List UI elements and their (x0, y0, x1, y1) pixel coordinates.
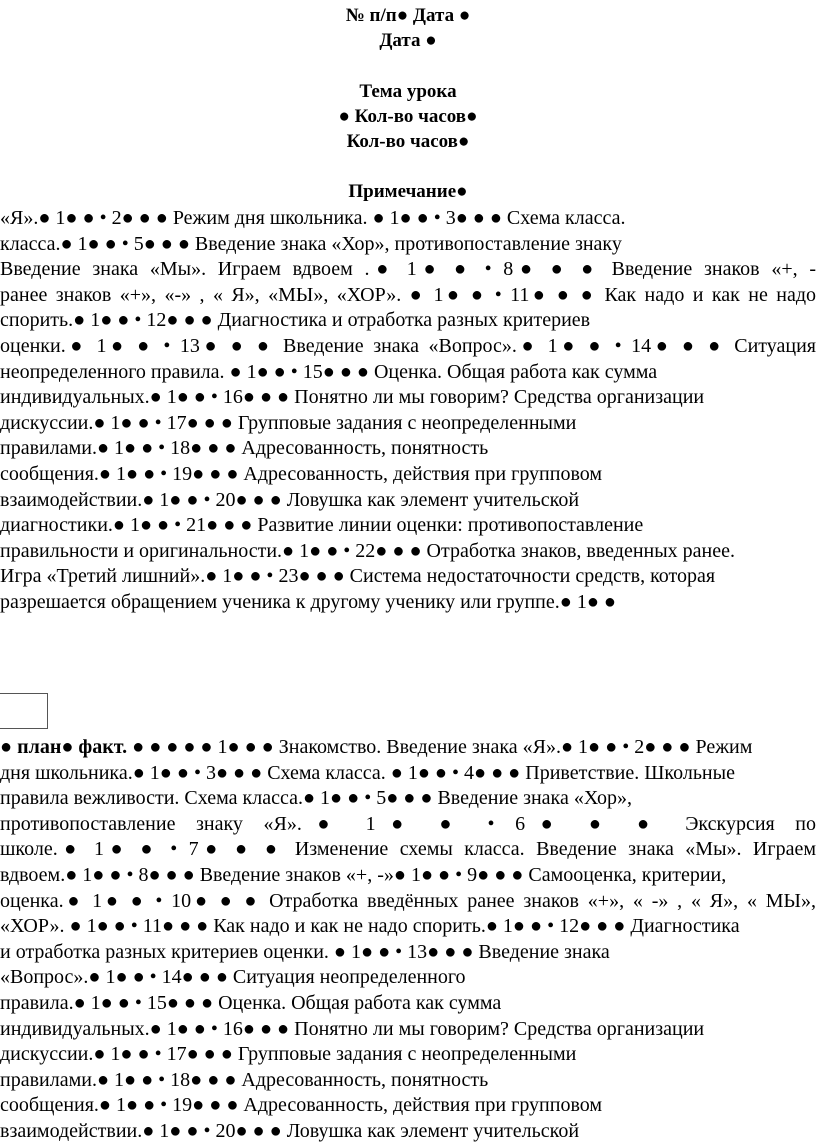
header-date: Дата ● (379, 30, 437, 51)
text-line: ранее знаков «+», «-» , « Я», «МЫ», «ХОР». ● 1● ● • 11● ● ● Как надо и как не надо (0, 283, 816, 306)
text-line: оценки.● 1● ● • 13● ● ● Введение знака «Вопрос».● 1● ● • 14● ● ● Ситуация (0, 334, 816, 357)
header-hours-count-2: Кол-во часов● (346, 131, 470, 152)
lesson-list-section-2 (0, 735, 816, 1145)
text-line: сообщения.● 1● ● • 19● ● ● Адресованность, действия при групповом (0, 462, 603, 485)
lesson-list-section-1 (0, 206, 816, 616)
text-line: сообщения.● 1● ● • 19● ● ● Адресованность, действия при групповом (0, 1094, 603, 1117)
empty-table-cell (0, 693, 48, 729)
text-line: правилами.● 1● ● • 18● ● ● Адресованность, понятность (0, 437, 489, 460)
text-line-first (0, 735, 816, 761)
text-line: правильности и оригинальности.● 1● ● • 22● ● ● Отработка знаков, введенных ранее. (0, 539, 736, 562)
text-line: оценка.● 1● ● • 10● ● ● Отработка введённых ранее знаков «+», « -» , « Я», « МЫ», (0, 889, 816, 912)
header-lesson-topic: Тема урока (359, 81, 457, 102)
text-line: «Вопрос».● 1● ● • 14● ● ● Ситуация неопределенного (0, 966, 466, 989)
text-line: правила.● 1● ● • 15● ● ● Оценка. Общая работа как сумма (0, 991, 502, 1014)
text-line: дня школьника.● 1● ● • 3● ● ● Схема класса. ● 1● ● • 4● ● ● Приветствие. Школьные (0, 761, 735, 784)
text-line: правилами.● 1● ● • 18● ● ● Адресованность, понятность (0, 1068, 489, 1091)
text-line: класса.● 1● ● • 5● ● ● Введение знака «Хор», противопоставление знаку (0, 232, 622, 255)
text-line: взаимодействии.● 1● ● • 20● ● ● Ловушка как элемент учительской (0, 1119, 580, 1142)
text-line-rest: ● ● ● ● ● 1● ● ● Знакомство. Введение знака «Я».● 1● ● • 2● ● ● Режим (132, 736, 753, 758)
text-line: дискуссии.● 1● ● • 17● ● ● Групповые задания с неопределенными (0, 1043, 577, 1066)
text-line: «Я».● 1● ● • 2● ● ● Режим дня школьника. ● 1● ● • 3● ● ● Схема класса. (0, 207, 626, 229)
text-line: школе.● 1● ● • 7● ● ● Изменение схемы класса. Введение знака «Мы». Играем (0, 838, 816, 861)
text-line: вдвоем.● 1● ● • 8● ● ● Введение знаков «+, -»● 1● ● • 9● ● ● Самооценка, критерии, (0, 863, 727, 886)
text-line: Введение знака «Мы». Играем вдвоем .● 1● ● • 8● ● ● Введение знаков «+, - (0, 258, 816, 281)
text-line: индивидуальных.● 1● ● • 16● ● ● Понятно ли мы говорим? Средства организации (0, 1017, 705, 1040)
text-line: «ХОР». ● 1● ● • 11● ● ● Как надо и как не надо спорить.● 1● ● • 12● ● ● Диагностика (0, 915, 740, 938)
text-line: диагностики.● 1● ● • 21● ● ● Развитие линии оценки: противопоставление (0, 514, 644, 537)
text-line: взаимодействии.● 1● ● • 20● ● ● Ловушка как элемент учительской (0, 488, 580, 511)
text-line: спорить.● 1● ● • 12● ● ● Диагностика и отработка разных критериев (0, 309, 591, 332)
text-line: Игра «Третий лишний».● 1● ● • 23● ● ● Система недостаточности средств, которая (0, 565, 716, 588)
header-hours-count: ● Кол-во часов● (338, 106, 478, 127)
text-line: и отработка разных критериев оценки. ● 1● ● • 13● ● ● Введение знака (0, 940, 610, 963)
text-line: неопределенного правила. ● 1● ● • 15● ● ● Оценка. Общая работа как сумма (0, 360, 658, 383)
header-number-date: № п/п● Дата ● (345, 5, 471, 26)
text-line: индивидуальных.● 1● ● • 16● ● ● Понятно ли мы говорим? Средства организации (0, 386, 705, 409)
plan-fact-label: ● план● факт. (0, 736, 128, 758)
text-line: противопоставление знаку «Я».● 1● ● • 6● ● ● Экскурсия по (0, 812, 816, 835)
header-note: Примечание● (348, 181, 468, 202)
text-line: правила вежливости. Схема класса.● 1● ● • 5● ● ● Введение знака «Хор», (0, 787, 633, 810)
text-line: дискуссии.● 1● ● • 17● ● ● Групповые задания с неопределенными (0, 411, 577, 434)
text-line: разрешается обращением ученика к другому ученику или группе.● 1● ● (0, 590, 617, 613)
